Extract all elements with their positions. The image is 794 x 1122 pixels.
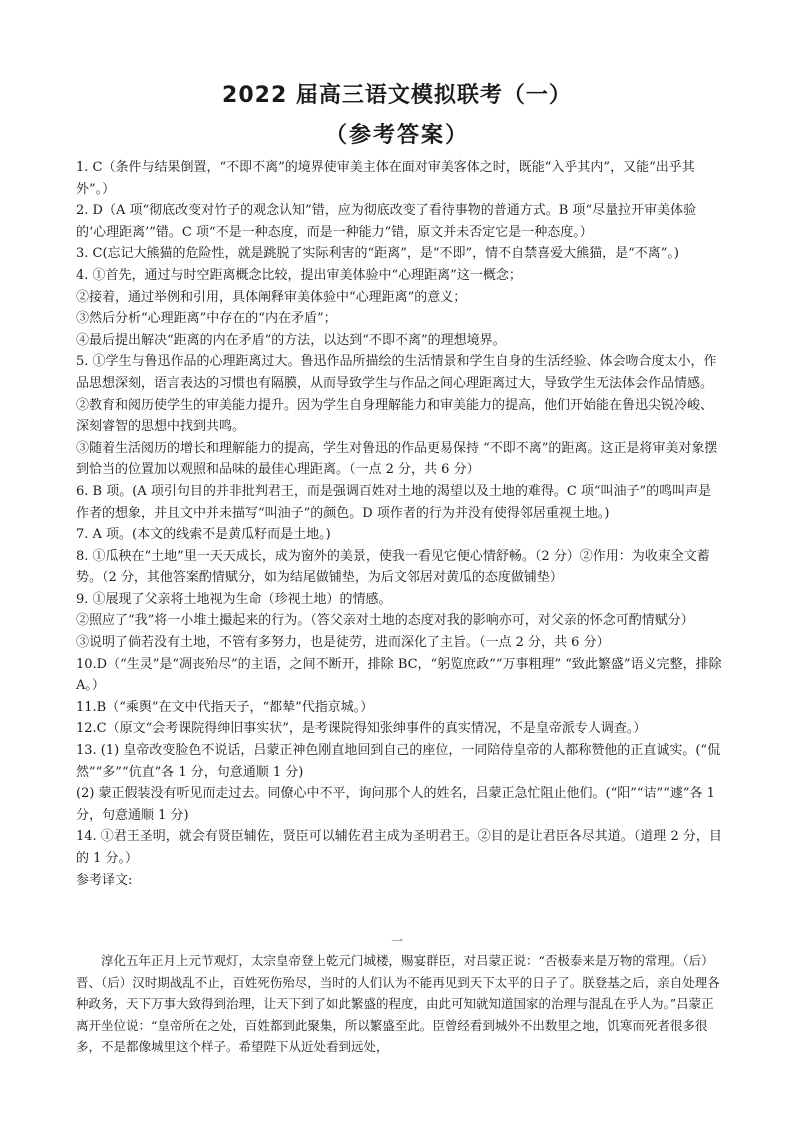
answer-line: (2) 蒙正假装没有听见而走过去。同僚心中不平，询问那个人的姓名，吕蒙正急忙阻止他们。(“阳”“诘”“遽”各 1 分，句意通顺 1 分) (76, 786, 715, 823)
answer-line: 5. ①学生与鲁迅作品的心理距离过大。鲁迅作品所描绘的生活情景和学生自身的生活经验、体会吻合度太小，作品思想深刻，语言表达的习惯也有隔膜，从而导致学生与作品之间心理距离过大，导致学生无法体会作品情感。 (76, 354, 717, 391)
translation-paragraph: 淳化五年正月上元节观灯，太宗皇帝登上乾元门城楼，赐宴群臣，对吕蒙正说：“否极泰来是万物的常理。（后）晋、（后）汉时期战乱不止，百姓死伤殆尽，当时的人们认为不能再见到天下太平的日子了。朕登基之后，亲自处理各种政务，天下万事大致得到治理，让天下到了如此繁盛的程度，由此可知就知道国家的治理与混乱在乎人为。”吕蒙正离开坐位说：“皇帝所在之处，百姓都到此聚集，所以繁盛至此。臣曾经看到城外不出数里之地，饥寒而死者很多很多，不是都像城里这个样子。希望陛下从近处看到远处， (76, 953, 720, 1055)
answer-line: 11.B（“乘舆”在文中代指天子，“都辇”代指京城。） (76, 699, 374, 715)
answer-line: 8. ①瓜秧在“土地”里一天天成长，成为窗外的美景，使我一看见它便心情舒畅。（2 分）②作用：为收束全文蓄势。（2 分，其他答案酌情赋分，如为结尾做铺垫，为后文邻居对黄瓜的态度做铺垫） (76, 548, 710, 586)
answer-line: 6. B 项。(A 项引句目的并非批判君王，而是强调百姓对土地的渴望以及土地的难得。C 项“叫油子”的鸣叫声是作者的想象，并且文中并未描写“叫油子”的颜色。D 项作者的行为并没有使得邻居重视土地。) (76, 483, 712, 521)
answer-line: 14. ①君王圣明，就会有贤臣辅佐，贤臣可以辅佐君主成为圣明君王。②目的是让君臣各尽其道。（道理 2 分，目的 1 分。） (76, 829, 722, 866)
answer-line: ③说明了倘若没有土地，不管有多努力，也是徒劳，进而深化了主旨。（一点 2 分，共 6 分） (76, 635, 610, 651)
answer-line: ②教育和阅历使学生的审美能力提升。因为学生自身理解能力和审美能力的提高，他们开始能在鲁迅尖锐冷峻、深刻睿智的思想中找到共鸣。 (76, 397, 714, 435)
section-divider: 一 (390, 934, 403, 948)
answer-line: 3. C(忘记大熊猫的危险性，就是跳脱了实际利害的“距离”，是“不即”，情不自禁喜爱大熊猫，是“不离”。) (76, 246, 680, 262)
page-subtitle: （参考答案） (324, 123, 469, 148)
translation-heading: 参考译文: (76, 872, 133, 888)
answer-line: 10.D（“生灵”是“凋丧殆尽”的主语，之间不断开，排除 BC，“躬览庶政”“万事粗理” “致此繁盛”语义完整，排除 A。） (76, 656, 722, 694)
answer-line: ④最后提出解决“距离的内在矛盾”的方法，以达到“不即不离”的理想境界。 (76, 332, 506, 348)
page-title: 2022 届高三语文模拟联考（一） (222, 83, 572, 108)
answer-list (76, 157, 722, 891)
answer-line: ③然后分析“心理距离”中存在的“内在矛盾”； (76, 311, 337, 327)
answer-line: 12.C（原文“会考课院得绅旧事实状”，是考课院得知张绅事件的真实情况，不是皇帝派专人调查。） (76, 721, 647, 737)
answer-line: 9. ①展现了父亲将土地视为生命（珍视土地）的情感。 (76, 591, 392, 607)
answer-line: 7. A 项。(本文的线索不是黄瓜籽而是土地。) (76, 527, 331, 543)
answer-line: 13. (1) 皇帝改变脸色不说话，吕蒙正神色刚直地回到自己的座位，一同陪侍皇帝的人都称赞他的正直诚实。(“侃然”“多”“伉直”各 1 分，句意通顺 1 分) (76, 743, 721, 780)
answer-line: ②照应了“我”将一小堆土撮起来的行为。（答父亲对土地的态度对我的影响亦可，对父亲的怀念可酌情赋分） (76, 613, 694, 629)
answer-line: ②接着，通过举例和引用，具体阐释审美体验中“心理距离”的意义； (76, 289, 467, 305)
answer-line: 1. C（条件与结果倒置，“不即不离”的境界使审美主体在面对审美客体之时，既能“入乎其内”，又能“出乎其外”。） (76, 160, 695, 197)
answer-line: 2. D（A 项“彻底改变对竹子的观念认知”错，应为彻底改变了看待事物的普通方式。B 项“尽量拉开审美体验的‘心理距离’”错。C 项“不是一种态度，而是一种能力”错，原文并未否定它是一种态度。） (76, 203, 697, 240)
answer-line: 4. ①首先，通过与时空距离概念比较，提出审美体验中“心理距离”这一概念； (76, 267, 522, 283)
translation-text (76, 950, 722, 1058)
answer-line: ③随着生活阅历的增长和理解能力的提高，学生对鲁迅的作品更易保持 “不即不离”的距离。这正是将审美对象摆到恰当的位置加以观照和品味的最佳心理距离。（一点 2 分，共 6 分） (76, 440, 718, 478)
